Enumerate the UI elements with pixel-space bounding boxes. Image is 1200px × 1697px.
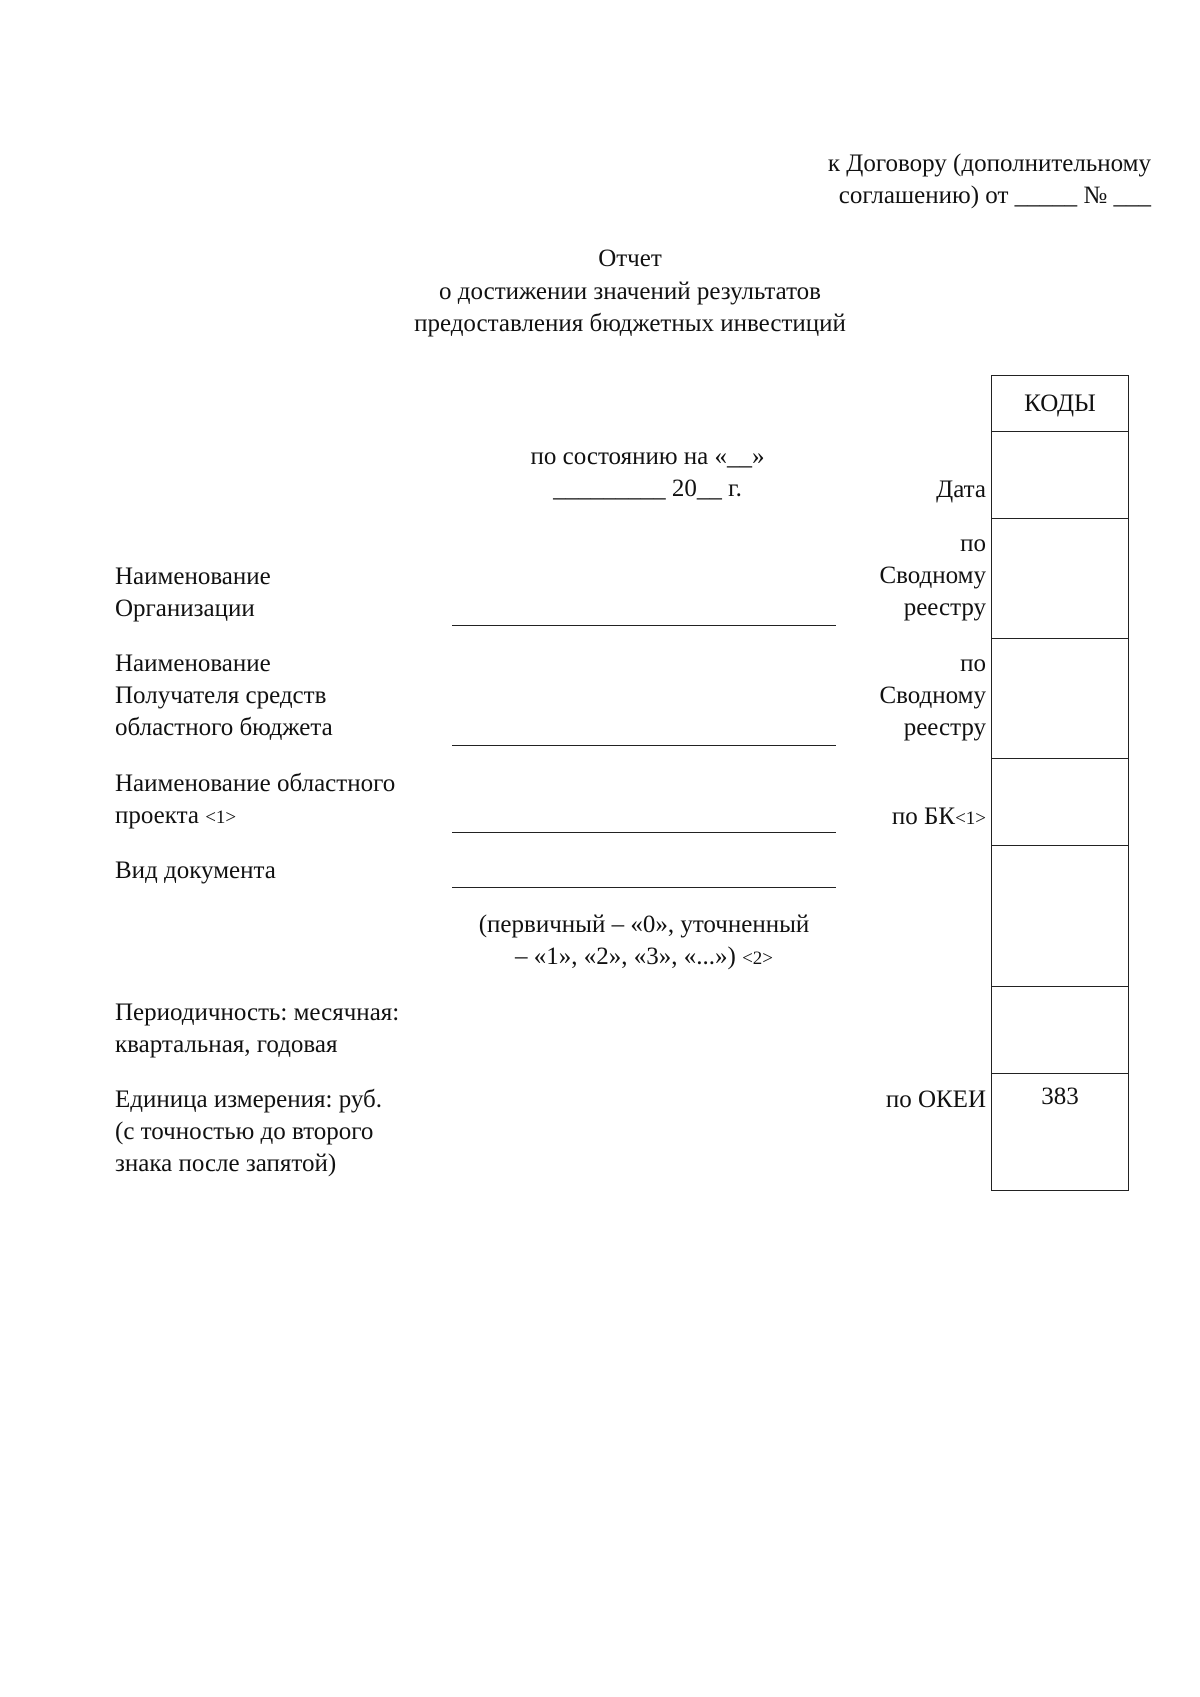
report-title: [0, 243, 1200, 341]
project-footnote-ref: <1>: [205, 807, 237, 828]
unit-label: [115, 1084, 475, 1180]
recipient-label-line1: Наименование: [115, 650, 271, 677]
project-label-line1: Наименование областного: [115, 770, 396, 797]
codes-header: КОДЫ: [1024, 390, 1096, 417]
report-date[interactable]: [470, 441, 825, 505]
doc-type-hint-line1: (первичный – «0», уточненный: [478, 911, 810, 938]
org-label-line1: Наименование: [115, 563, 271, 590]
recipient-name-field[interactable]: [452, 745, 836, 746]
bk-code-label-text: по БК: [891, 803, 956, 830]
date-code-label: Дата: [936, 476, 986, 503]
report-title-line1: Отчет: [598, 245, 662, 272]
report-date-line2: _________ 20__ г.: [553, 475, 742, 502]
unit-label-line1: Единица измерения: руб.: [115, 1086, 383, 1113]
report-title-line3: предоставления бюджетных инвестиций: [414, 310, 846, 337]
org-registry-label-line2: Сводному: [879, 562, 986, 589]
doc-type-label: Вид документа: [115, 857, 276, 884]
project-label-text: проекта: [115, 802, 199, 829]
codes-header-cell: [992, 376, 1128, 431]
periodicity-label-line1: Периодичность: месячная:: [115, 999, 400, 1026]
code-cell-date[interactable]: [992, 431, 1128, 518]
doc-type-hint: [452, 909, 836, 975]
org-registry-label-line1: по: [960, 530, 986, 557]
code-cell-org-registry[interactable]: [992, 518, 1128, 638]
agreement-reference-line1: к Договору (дополнительному: [827, 150, 1151, 177]
code-cell-recipient-registry[interactable]: [992, 638, 1128, 758]
project-name-field[interactable]: [452, 832, 836, 833]
agreement-reference: [600, 148, 1151, 212]
bk-footnote-ref: <1>: [955, 808, 986, 829]
unit-label-line3: знака после запятой): [115, 1150, 337, 1177]
doc-type-hint-text: – «1», «2», «3», «...»): [514, 943, 736, 970]
periodicity-label: [115, 997, 475, 1061]
bk-code-label: [840, 801, 986, 835]
recipient-label: [115, 648, 445, 744]
org-label: [115, 561, 435, 625]
recipient-label-line3: областного бюджета: [115, 714, 333, 741]
codes-column: [991, 375, 1129, 1191]
org-registry-label-line3: реестру: [903, 594, 986, 621]
org-name-field[interactable]: [452, 625, 836, 626]
org-label-line2: Организации: [115, 595, 255, 622]
report-date-line1: по состоянию на «__»: [530, 443, 765, 470]
code-cell-doc-type[interactable]: [992, 845, 1128, 986]
org-registry-label: [840, 528, 986, 624]
agreement-reference-line2: соглашению) от _____ № ___: [838, 182, 1151, 209]
okei-code-label: по ОКЕИ: [885, 1086, 986, 1113]
periodicity-label-line2: квартальная, годовая: [115, 1031, 338, 1058]
report-title-line2: о достижении значений результатов: [439, 277, 821, 305]
recipient-label-line2: Получателя средств: [115, 682, 327, 709]
recipient-registry-label-line2: Сводному: [879, 682, 986, 709]
unit-label-line2: (с точностью до второго: [115, 1118, 374, 1145]
doc-type-hint-line2: [452, 941, 836, 975]
code-cell-periodicity[interactable]: [992, 986, 1128, 1073]
recipient-registry-label-line3: реестру: [903, 714, 986, 741]
project-label: [115, 768, 455, 834]
okei-code-value: 383: [1041, 1083, 1079, 1110]
doc-type-footnote-ref: <2>: [742, 948, 773, 969]
recipient-registry-label-line1: по: [960, 650, 986, 677]
doc-type-field[interactable]: [452, 887, 836, 888]
recipient-registry-label: [840, 648, 986, 744]
project-label-line2: [115, 800, 455, 834]
code-cell-bk[interactable]: [992, 758, 1128, 845]
code-cell-okei[interactable]: [992, 1073, 1128, 1192]
